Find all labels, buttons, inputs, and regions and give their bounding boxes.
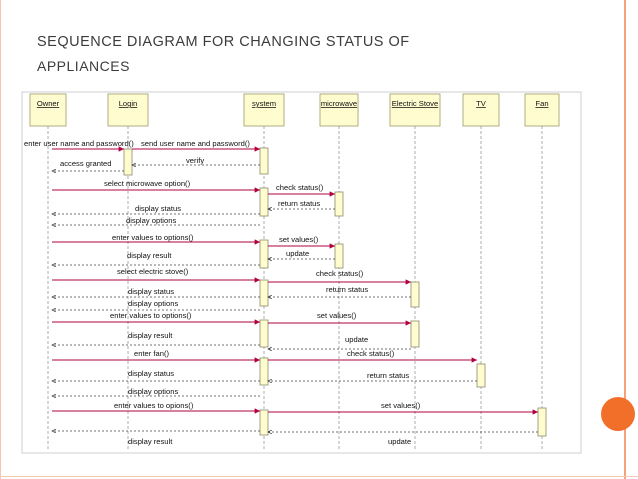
lifeline-label-microwave: microwave xyxy=(320,99,358,108)
slide-title-line-2: APPLIANCES xyxy=(37,58,130,74)
message-set-values-label: set values() xyxy=(279,235,319,244)
lifeline-label-login: Login xyxy=(118,99,138,108)
activation-bar xyxy=(411,282,419,307)
activation-bar xyxy=(260,410,268,435)
lifeline-label-electric-stove: Electric Stove xyxy=(391,99,439,108)
lifeline-label-system: system xyxy=(251,99,277,108)
slide-title-line-1: SEQUENCE DIAGRAM FOR CHANGING STATUS OF xyxy=(37,34,410,50)
lifeline-label-tv: TV xyxy=(476,99,486,108)
message-return-status-label: return status xyxy=(367,371,410,380)
message-display-status-label: display status xyxy=(128,287,175,296)
activation-bar xyxy=(411,321,419,347)
message-enter-values-to-options-label: enter values to options() xyxy=(110,311,192,320)
message-check-status-label: check status() xyxy=(316,269,364,278)
message-display-result-label: display result xyxy=(128,437,173,446)
message-display-result-label: display result xyxy=(128,331,173,340)
lifeline-label-owner: Owner xyxy=(36,99,60,108)
message-update-label: update xyxy=(345,335,369,344)
lifeline-label-fan: Fan xyxy=(535,99,549,108)
activation-bar xyxy=(260,188,268,216)
activation-bar xyxy=(260,148,268,174)
message-enter-values-to-opions-label: enter values to opions() xyxy=(114,401,194,410)
message-enter-values-to-options-label: enter values to options() xyxy=(112,233,194,242)
activation-bar xyxy=(538,408,546,436)
message-display-result-label: display result xyxy=(127,251,172,260)
message-set-values-label: set values() xyxy=(317,311,357,320)
message-select-electric-stove-label: select electric stove() xyxy=(117,267,189,276)
message-display-options-label: display options xyxy=(128,387,179,396)
message-access-granted-label: access granted xyxy=(60,159,112,168)
activation-bar xyxy=(335,244,343,268)
message-verify-label: verify xyxy=(186,156,205,165)
message-send-user-name-and-password-label: send user name and password() xyxy=(141,139,250,148)
message-set-values-label: set values() xyxy=(381,401,421,410)
message-display-options-label: display options xyxy=(128,299,179,308)
activation-bar xyxy=(260,320,268,347)
message-return-status-label: return status xyxy=(326,285,369,294)
activation-bar xyxy=(260,240,268,268)
message-enter-user-name-and-password-label: enter user name and password() xyxy=(24,139,134,148)
message-return-status-label: return status xyxy=(278,199,321,208)
message-display-status-label: display status xyxy=(128,369,175,378)
message-display-options-label: display options xyxy=(126,216,177,225)
activation-bar xyxy=(260,358,268,385)
message-update-label: update xyxy=(388,437,412,446)
activation-bar xyxy=(335,192,343,216)
activation-bar xyxy=(124,149,132,175)
message-update-label: update xyxy=(286,249,310,258)
message-check-status-label: check status() xyxy=(347,349,395,358)
message-enter-fan-label: enter fan() xyxy=(134,349,170,358)
message-select-microwave-option-label: select microwave option() xyxy=(104,179,191,188)
activation-bar xyxy=(477,364,485,387)
activation-bar xyxy=(260,280,268,306)
message-check-status-label: check status() xyxy=(276,183,324,192)
message-display-status-label: display status xyxy=(135,204,182,213)
